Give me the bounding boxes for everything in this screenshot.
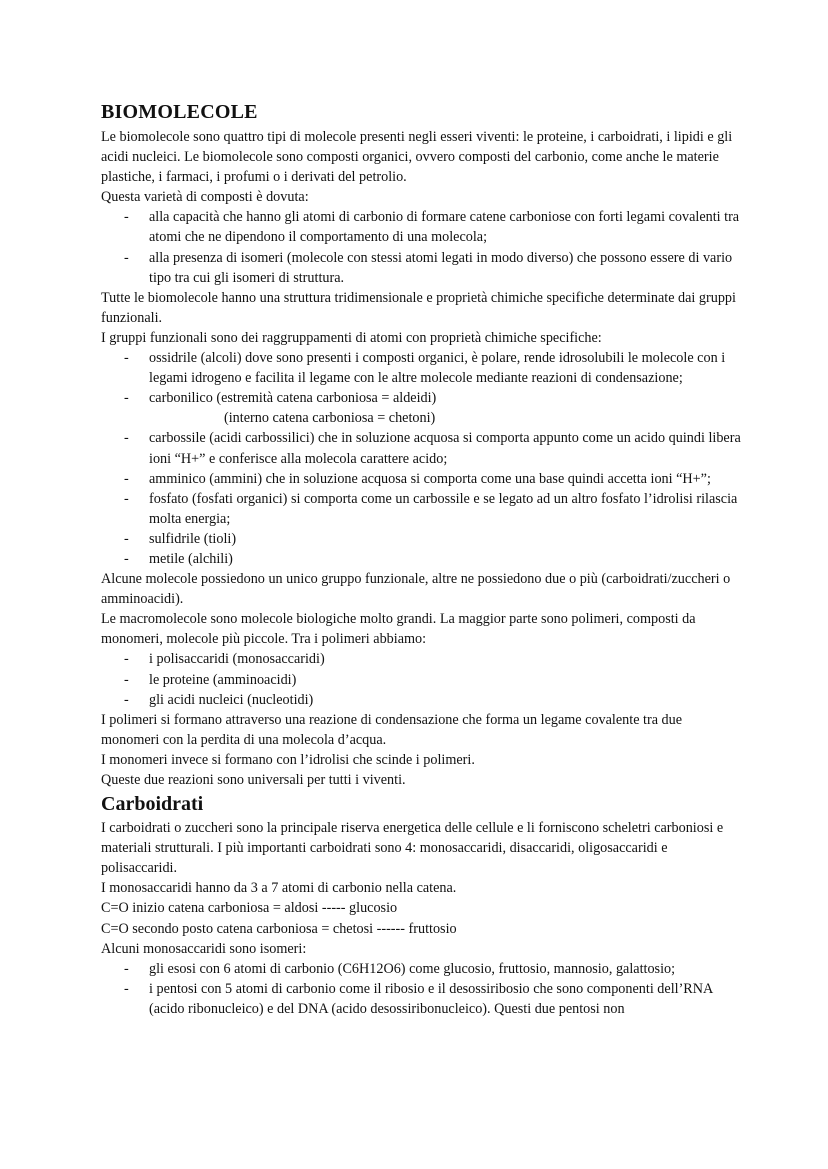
list-item: - i pentosi con 5 atomi di carbonio come il ribosio e il desossiribosio che sono componenti dell’RNA (acido ribonucleico) e del DNA (acido desossiribonucleico). Questi due pentosi non <box>124 980 713 1017</box>
list-polimeri <box>101 649 741 709</box>
list-item: - carbossile (acidi carbossilici) che in soluzione acquosa si comporta appunto come un acido quindi libera ioni “H+” e conferisce alla molecola carattere acido; <box>124 430 741 467</box>
list-isomeri <box>101 959 741 1019</box>
paragraph-alcune: Alcune molecole possiedono un unico gruppo funzionale, altre ne possiedono due o più (carboidrati/zuccheri o amminoacidi). <box>101 571 731 608</box>
list-item: - i polisaccaridi (monosaccaridi) <box>124 651 325 668</box>
list-gruppi-funzionali <box>101 348 741 569</box>
list-varieta <box>101 207 741 287</box>
list-item: - gli acidi nucleici (nucleotidi) <box>124 691 314 708</box>
paragraph-intro: Le biomolecole sono quattro tipi di molecole presenti negli esseri viventi: le proteine, i carboidrati, i lipidi e gli acidi nucleici. Le biomolecole sono composti organici, ovvero composti del carbonio, come anche le materie plastiche, i farmaci, i profumi o i derivati del petrolio. <box>101 129 733 186</box>
list-item: - metile (alchili) <box>124 550 233 567</box>
list-item: - le proteine (amminoacidi) <box>124 671 297 688</box>
document-body <box>101 97 741 1019</box>
list-item: - alla presenza di isomeri (molecole con stessi atomi legati in modo diverso) che possono essere di vario tipo tra cui gli isomeri di struttura. <box>124 249 733 286</box>
paragraph-monomeri: I monomeri invece si formano con l’idrolisi che scinde i polimeri. <box>101 751 475 768</box>
paragraph-chetosi: C=O secondo posto catena carboniosa = chetosi ------ fruttosio <box>101 920 457 937</box>
paragraph-isomeri: Alcuni monosaccaridi sono isomeri: <box>101 940 307 957</box>
list-item: - ossidrile (alcoli) dove sono presenti i composti organici, è polare, rende idrosolubili le molecole con i legami idrogeno e facilita il legame con le altre molecole mediante reazioni di condensazione; <box>124 350 726 387</box>
paragraph-varieta: Questa varietà di composti è dovuta: <box>101 189 309 206</box>
list-item: - alla capacità che hanno gli atomi di carbonio di formare catene carboniose con forti legami covalenti tra atomi che ne dipendono il comportamento di una molecola; <box>124 209 740 246</box>
list-item: - amminico (ammini) che in soluzione acquosa si comporta come una base quindi accetta ioni “H+”; <box>124 470 711 487</box>
list-item: - gli esosi con 6 atomi di carbonio (C6H12O6) come glucosio, fruttosio, mannosio, galattosio; <box>124 960 676 977</box>
paragraph-macromolecole: Le macromolecole sono molecole biologiche molto grandi. La maggior parte sono polimeri, composti da monomeri, molecole più piccole. Tra i polimeri abbiamo: <box>101 611 696 648</box>
list-item: - carbonilico (estremità catena carboniosa = aldeidi) <box>124 390 437 407</box>
list-item: - fosfato (fosfati organici) si comporta come un carbossile e se legato ad un altro fosfato l’idrolisi rilascia molta energia; <box>124 490 738 527</box>
paragraph-monosaccaridi: I monosaccaridi hanno da 3 a 7 atomi di carbonio nella catena. <box>101 880 457 897</box>
paragraph-struttura: Tutte le biomolecole hanno una struttura tridimensionale e proprietà chimiche specifiche determinate dai gruppi funzionali. <box>101 289 736 326</box>
paragraph-gruppi: I gruppi funzionali sono dei raggruppamenti di atomi con proprietà chimiche specifiche: <box>101 329 602 346</box>
paragraph-carboidrati-intro: I carboidrati o zuccheri sono la principale riserva energetica delle cellule e li forniscono scheletri carboniosi e materiali strutturali. I più importanti carboidrati sono 4: monosaccaridi, disaccaridi, oligosaccaridi e polisaccaridi. <box>101 820 724 877</box>
list-item-continuation: (interno catena carboniosa = chetoni) <box>224 410 436 427</box>
paragraph-aldosi: C=O inizio catena carboniosa = aldosi ----- glucosio <box>101 900 398 917</box>
paragraph-polimeri-formano: I polimeri si formano attraverso una reazione di condensazione che forma un legame covalente tra due monomeri con la perdita di una molecola d’acqua. <box>101 711 683 748</box>
list-item: - sulfidrile (tioli) <box>124 530 237 547</box>
title-carboidrati: Carboidrati <box>101 793 204 816</box>
title-biomolecole: BIOMOLECOLE <box>101 101 258 123</box>
paragraph-reazioni: Queste due reazioni sono universali per tutti i viventi. <box>101 772 406 788</box>
